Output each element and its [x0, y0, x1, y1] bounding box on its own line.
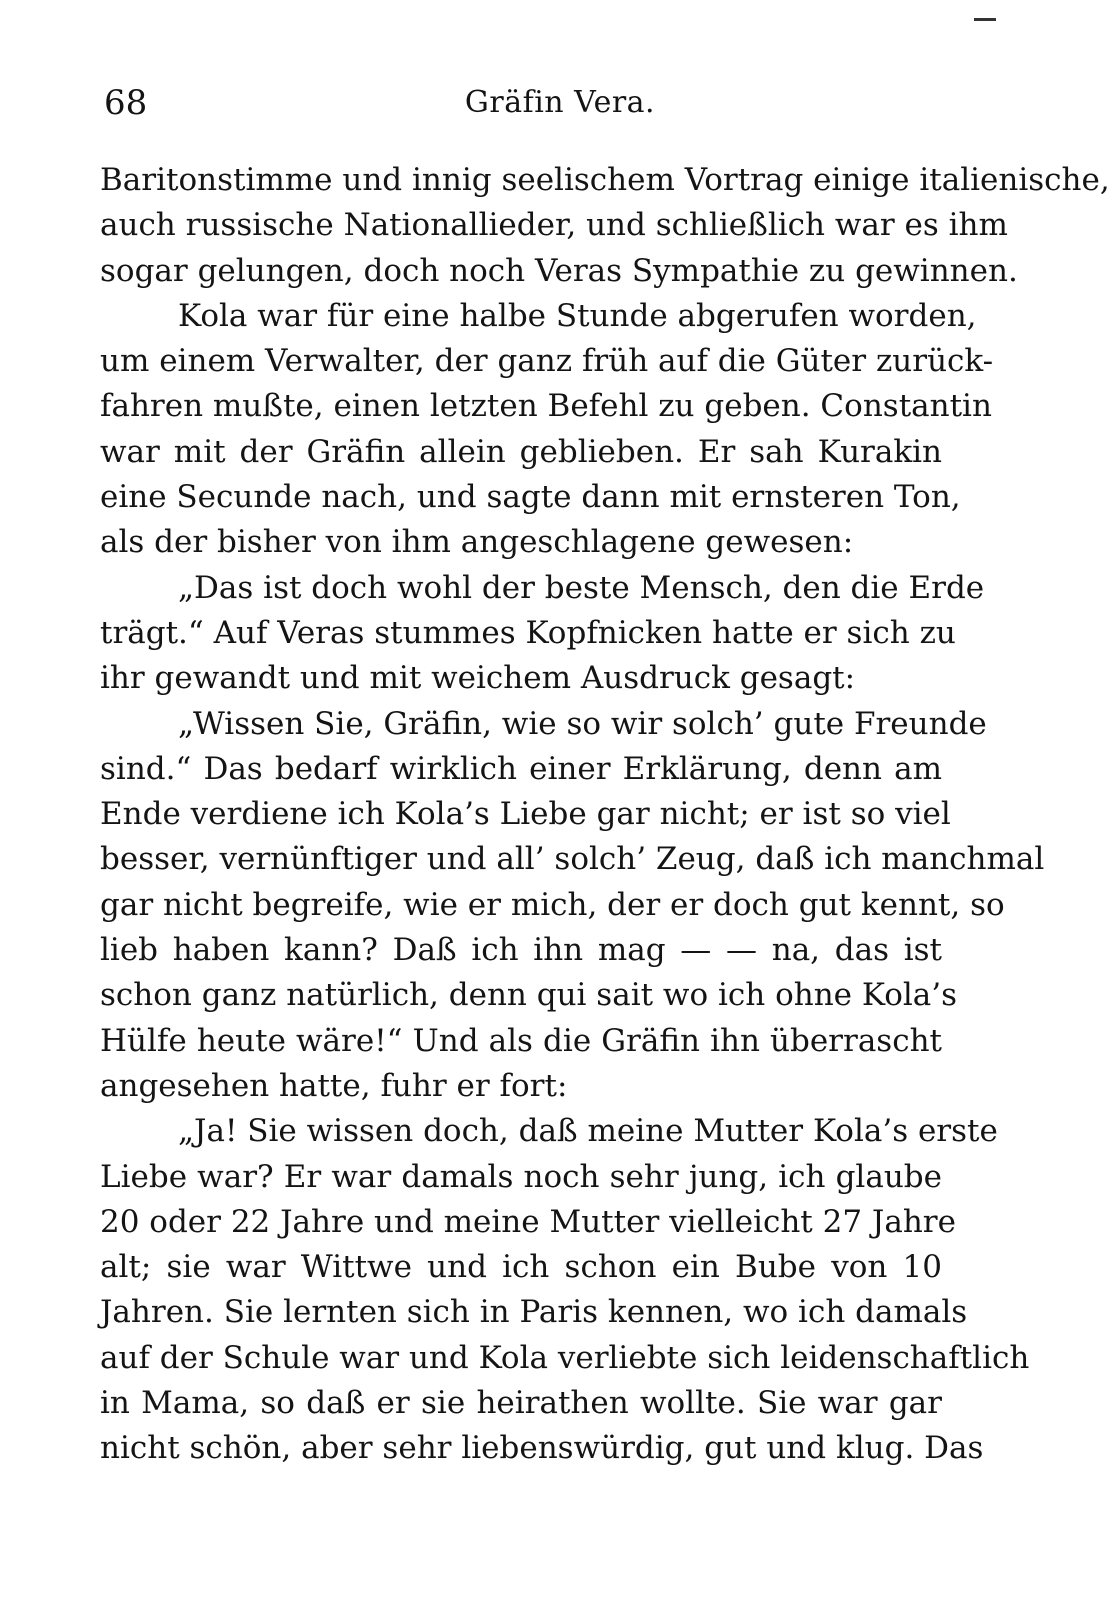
text-line: Baritonstimme und innig seelischem Vortrag einige italienische, — [100, 162, 1110, 198]
text-line: als der bisher von ihm angeschlagene gewesen: — [100, 524, 854, 561]
text-line: angesehen hatte, fuhr er fort: — [100, 1067, 568, 1104]
text-line: „Ja! Sie wissen doch, daß meine Mutter Kola’s erste — [178, 1113, 998, 1150]
text-line: nicht schön, aber sehr liebenswürdig, gut und klug. Das — [100, 1430, 984, 1467]
text-line: sind.“ Das bedarf wirklich einer Erklärung, denn am — [100, 750, 942, 787]
text-line: alt; sie war Wittwe und ich schon ein Bube von 10 — [100, 1249, 942, 1286]
text-line: Jahren. Sie lernten sich in Paris kennen, wo ich damals — [100, 1294, 968, 1331]
text-line: ihr gewandt und mit weichem Ausdruck gesagt: — [100, 660, 856, 697]
text-line: um einem Verwalter, der ganz früh auf die Güter zurück- — [100, 343, 994, 380]
text-line: Hülfe heute wäre!“ Und als die Gräfin ihn überrascht — [100, 1022, 942, 1059]
text-line: Ende verdiene ich Kola’s Liebe gar nicht; er ist so viel — [100, 796, 951, 833]
page-number: 68 — [104, 83, 148, 123]
page-header — [100, 78, 940, 128]
text-line: auf der Schule war und Kola verliebte sich leidenschaftlich — [100, 1339, 1030, 1376]
text-line: „Das ist doch wohl der beste Mensch, den die Erde — [178, 569, 985, 606]
text-line: Liebe war? Er war damals noch sehr jung, ich glaube — [100, 1158, 942, 1195]
text-line: „Wissen Sie, Gräfin, wie so wir solch’ gute Freunde — [178, 705, 987, 742]
text-line: 20 oder 22 Jahre und meine Mutter vielleicht 27 Jahre — [100, 1203, 956, 1240]
text-line: lieb haben kann? Daß ich ihn mag — — na, das ist — [100, 932, 942, 969]
text-line: Kola war für eine halbe Stunde abgerufen worden, — [178, 297, 977, 334]
text-line: eine Secunde nach, und sagte dann mit ernsteren Ton, — [100, 479, 961, 516]
running-title: Gräfin Vera. — [464, 85, 656, 120]
text-line: in Mama, so daß er sie heirathen wollte. Sie war gar — [100, 1385, 942, 1422]
text-line: besser, vernünftiger und all’ solch’ Zeug, daß ich manchmal — [100, 841, 1045, 878]
text-line: fahren mußte, einen letzten Befehl zu geben. Constantin — [100, 388, 992, 425]
scan-edge-mark — [974, 18, 996, 21]
text-line: sogar gelungen, doch noch Veras Sympathie zu gewinnen. — [100, 252, 1018, 289]
text-line: gar nicht begreife, wie er mich, der er doch gut kennt, so — [100, 886, 1005, 923]
text-line: war mit der Gräfin allein geblieben. Er sah Kurakin — [100, 433, 942, 470]
text-line: schon ganz natürlich, denn qui sait wo ich ohne Kola’s — [100, 977, 958, 1014]
text-line: auch russische Nationallieder, und schließlich war es ihm — [100, 207, 1008, 244]
text-line: trägt.“ Auf Veras stummes Kopfnicken hatte er sich zu — [100, 614, 956, 651]
body-text — [100, 158, 1110, 1472]
